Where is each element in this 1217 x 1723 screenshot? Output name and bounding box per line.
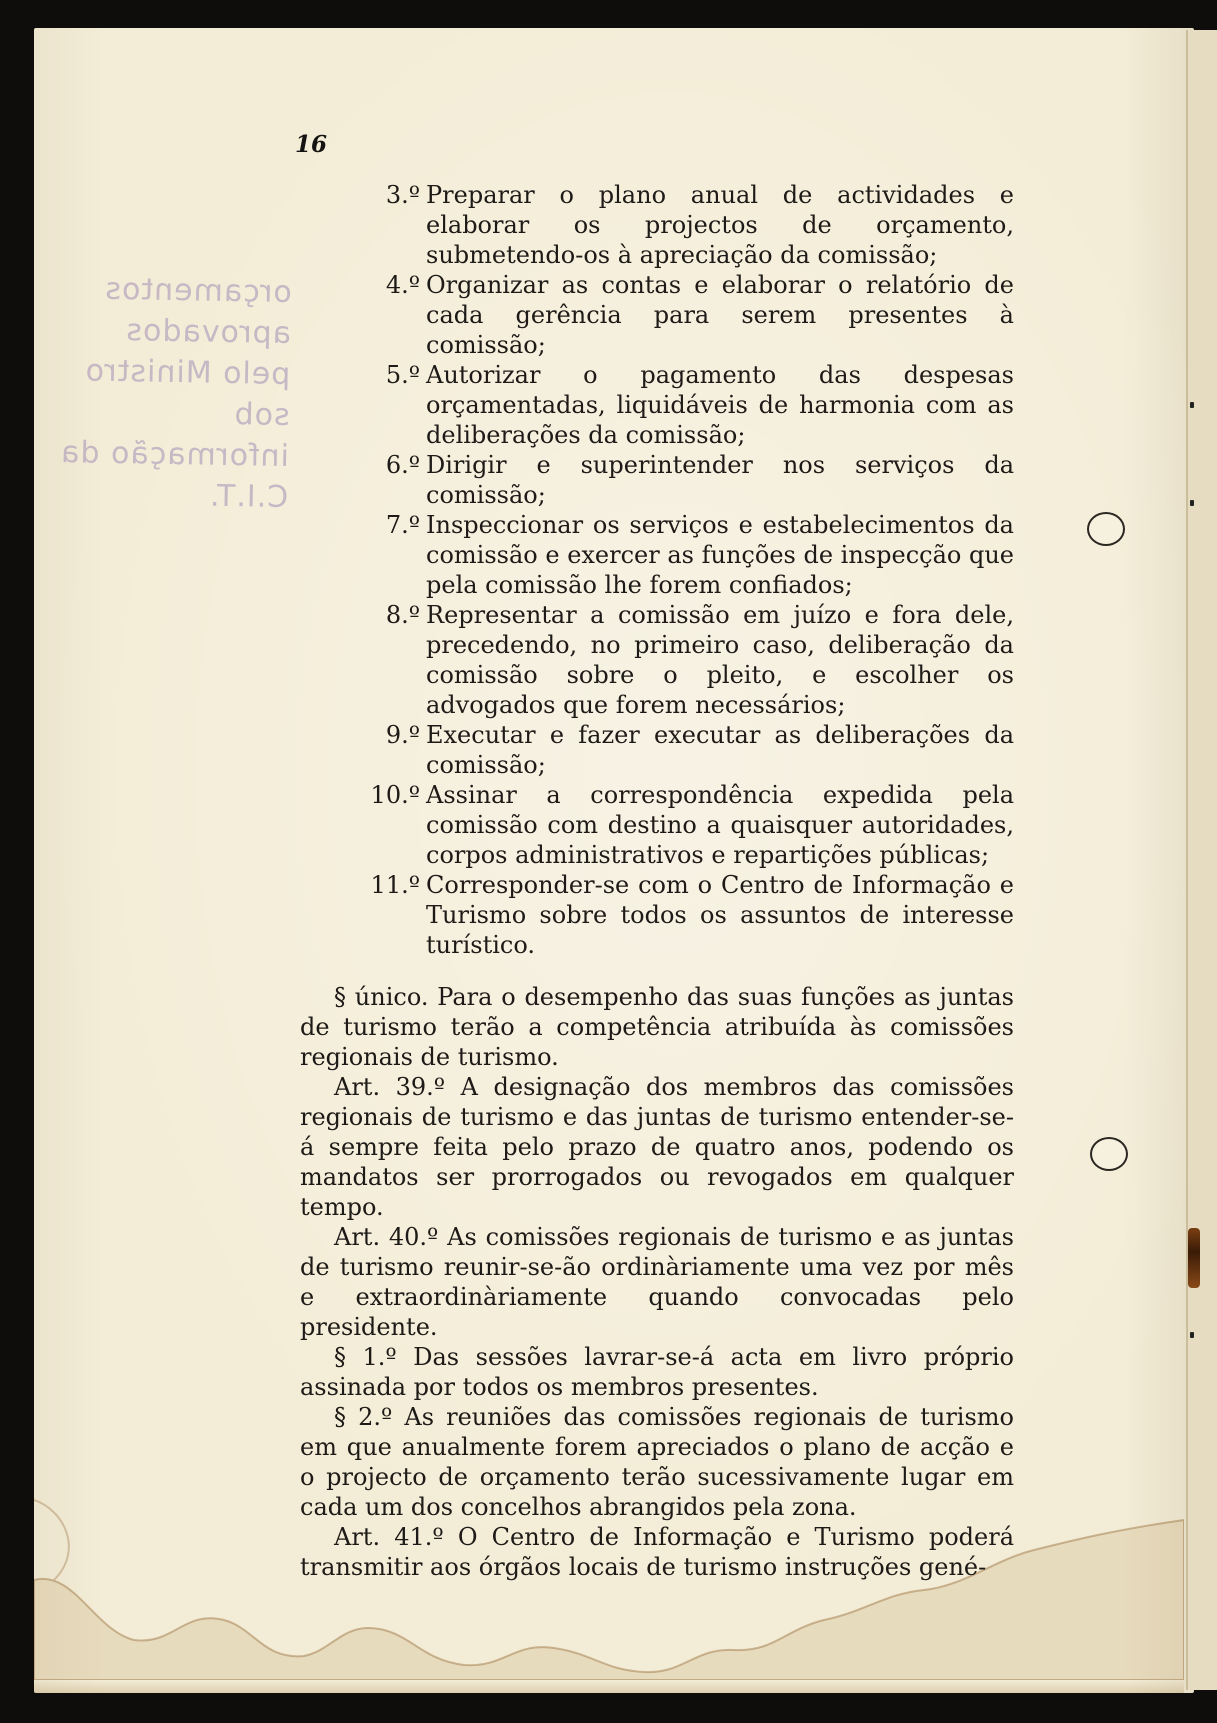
item-text: Autorizar o pagamento das despesas orçamentadas, liquidáveis de harmonia com as deliberações da comissão;	[426, 361, 1014, 449]
item-number: 4.º	[385, 271, 420, 299]
paragraph-section-1: § 1.º Das sessões lavrar-se-á acta em livro próprio assinada por todos os membros presentes.	[300, 1343, 1014, 1401]
paragraph-sole-section: § único. Para o desempenho das suas funções as juntas de turismo terão a competência atribuída às comissões regionais de turismo.	[300, 983, 1014, 1071]
bottom-stain	[34, 1680, 1184, 1693]
staple-mark	[1190, 500, 1194, 506]
document-body	[300, 180, 1014, 1582]
item-number: 11.º	[370, 871, 420, 899]
list-item	[300, 600, 1014, 720]
item-number: 8.º	[385, 601, 420, 629]
paragraph-section-2: § 2.º As reuniões das comissões regionais de turismo em que anualmente forem apreciados o plano de acção e o projecto de orçamento terão sucessivamente lugar em cada um dos concelhos abrangidos pela zona.	[300, 1403, 1014, 1521]
list-item	[300, 510, 1014, 600]
list-item	[300, 780, 1014, 870]
staple-mark	[1190, 1332, 1194, 1338]
staple-mark	[1190, 402, 1194, 408]
rust-mark	[1188, 1228, 1200, 1288]
page-number: 16	[295, 131, 328, 158]
item-text: Organizar as contas e elaborar o relatório de cada gerência para serem presentes à comissão;	[426, 271, 1014, 359]
item-text: Dirigir e superintender nos serviços da comissão;	[426, 451, 1014, 509]
spacer	[300, 960, 1014, 982]
adjacent-page-edge	[1186, 30, 1217, 1690]
item-number: 3.º	[385, 181, 420, 209]
item-number: 9.º	[385, 721, 420, 749]
item-text: Corresponder-se com o Centro de Informação e Turismo sobre todos os assuntos de interesse turístico.	[426, 871, 1014, 959]
paragraph-article-40: Art. 40.º As comissões regionais de turismo e as juntas de turismo reunir-se-ão ordinàriamente uma vez por mês e extraordinàriamente quando convocadas pelo presidente.	[300, 1223, 1014, 1341]
list-item	[300, 270, 1014, 360]
item-text: Executar e fazer executar as deliberações da comissão;	[426, 721, 1014, 779]
list-item	[300, 180, 1014, 270]
item-number: 6.º	[385, 451, 420, 479]
item-text: Preparar o plano anual de actividades e elaborar os projectos de orçamento, submetendo-os à apreciação da comissão;	[426, 181, 1014, 269]
punch-hole	[1087, 512, 1125, 546]
paragraph-article-41: Art. 41.º O Centro de Informação e Turismo poderá transmitir aos órgãos locais de turismo instruções gené-	[300, 1523, 1014, 1581]
list-item	[300, 450, 1014, 510]
item-text: Inspeccionar os serviços e estabelecimentos da comissão e exercer as funções de inspecção que pela comissão lhe forem confiados;	[426, 511, 1014, 599]
paragraph-article-39: Art. 39.º A designação dos membros das comissões regionais de turismo e das juntas de turismo entender-se-á sempre feita pelo prazo de quatro anos, podendo os mandatos ser prorrogados ou revogados em qualquer tempo.	[300, 1073, 1014, 1221]
item-number: 10.º	[370, 781, 420, 809]
item-text: Assinar a correspondência expedida pela comissão com destino a quaisquer autoridades, corpos administrativos e repartições públicas;	[426, 781, 1014, 869]
punch-hole	[1090, 1137, 1128, 1171]
list-item	[300, 720, 1014, 780]
item-text: Representar a comissão em juízo e fora dele, precedendo, no primeiro caso, deliberação da comissão sobre o pleito, e escolher os advogados que forem necessários;	[426, 601, 1014, 719]
item-number: 7.º	[385, 511, 420, 539]
list-item	[300, 360, 1014, 450]
item-number: 5.º	[385, 361, 420, 389]
list-item	[300, 870, 1014, 960]
handwritten-margin-note: orçamentos aprovados pelo Ministro sob informação da C.I.T.	[59, 271, 293, 515]
